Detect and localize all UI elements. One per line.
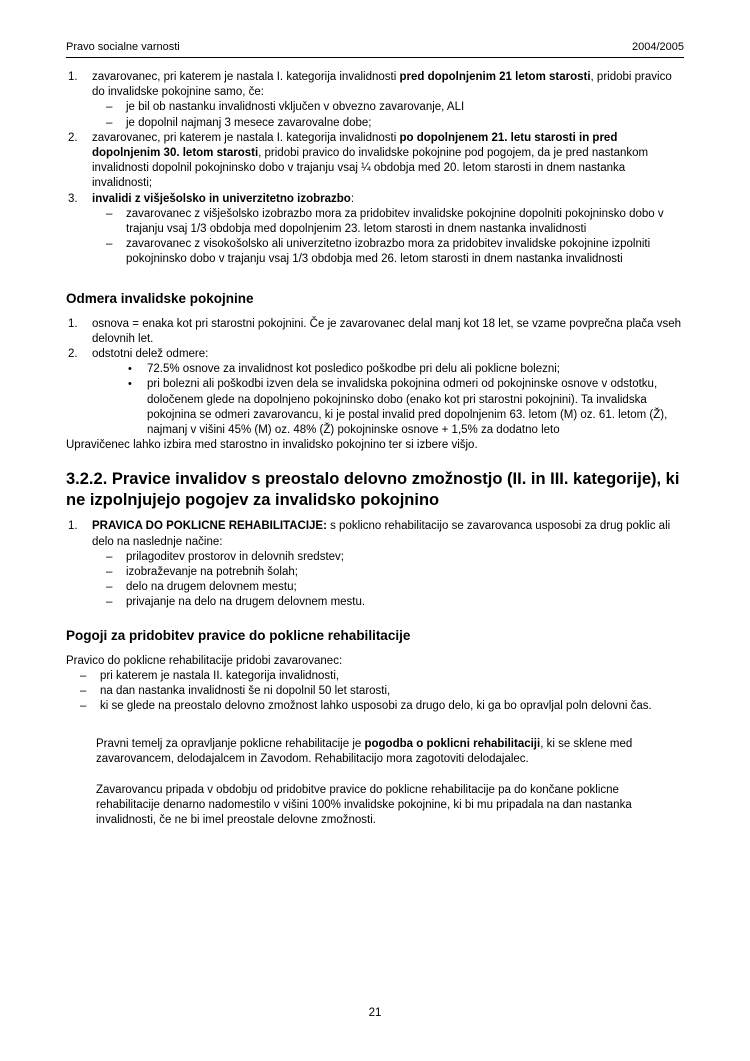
text-part: , pridobi pravico do invalidske pokojnine pod pogojem, da je pred nastankom invalidnosti dopolnil pokojninsko dobo v trajanju vsaj ¼ obdobja med 20. letom starosti in dnem nastanka invalidnosti; bbox=[92, 147, 649, 190]
text-part: zavarovanec, pri katerem je nastala I. kategorija invalidnosti bbox=[92, 131, 400, 144]
list-item-text: zavarovanec z višješolsko izobrazbo mora za pridobitev invalidske pokojnine dopolniti pokojninsko dobo v trajanju vsaj 1/3 obdobja med dopolnjenim 23. letom starosti in dnem nastanka invalidnosti bbox=[126, 207, 664, 236]
text-bold: po dopolnjenem 21. letu starosti in pred dopolnjenim 30. letom starosti bbox=[92, 131, 618, 160]
list-item bbox=[100, 565, 684, 580]
dash-marker: – bbox=[106, 596, 113, 609]
odmera-heading: Odmera invalidske pokojnine bbox=[66, 290, 254, 306]
list-item bbox=[66, 519, 684, 610]
list-item bbox=[66, 131, 684, 192]
dash-marker: – bbox=[106, 116, 113, 129]
list-marker: 1. bbox=[68, 71, 78, 83]
pogoji-intro: Pravico do poklicne rehabilitacije pridobi zavarovanec: bbox=[66, 654, 343, 667]
list-marker: 1. bbox=[68, 317, 78, 330]
list-marker: 2. bbox=[68, 348, 78, 361]
list-item-text: odstotni delež odmere: bbox=[92, 348, 209, 361]
text-part: , ki se sklene med zavarovancem, delodajalcem in Zavodom. Rehabilitacijo mora zagotoviti delodajalec. bbox=[96, 737, 633, 765]
list-item bbox=[66, 70, 684, 131]
list-item-text: je bil ob nastanku invalidnosti vključen v obvezno zavarovanje, ALI bbox=[126, 101, 465, 114]
list-item-text: pri bolezni ali poškodbi izven dela se invalidska pokojnina odmeri od pokojninske osnove v odstotku, določenem glede na dopolnjeno pokojninsko dobo (enako kot pri starostni pokojnini). Ta invalidska pokojnina se odmeri zavarovancu, ki je postal invalid pred dopolnjenim 63. letom (M) oz. 61. letom (Ž), najmanj v višini 45% (M) oz. 48% (Ž) pokojninske osnove + 1,5% za dodatno leto bbox=[147, 378, 668, 437]
list-item-text bbox=[92, 132, 648, 190]
text-bold: pred dopolnjenim 21 letom starosti bbox=[399, 71, 591, 83]
list-item bbox=[74, 684, 684, 699]
invalidity-categories-list bbox=[66, 70, 684, 268]
text-bold: invalidi z višješolsko in univerzitetno izobrazbo bbox=[92, 192, 351, 205]
spacer bbox=[66, 511, 684, 519]
list-item-text: na dan nastanka invalidnosti še ni dopolnil 50 let starosti, bbox=[100, 685, 391, 698]
spacer bbox=[66, 268, 684, 290]
page-header bbox=[66, 40, 684, 58]
list-item-text: je dopolnil najmanj 3 mesece zavarovalne dobe; bbox=[126, 116, 372, 129]
text-part: Pravni temelj za opravljanje poklicne rehabilitacije je bbox=[96, 737, 365, 750]
list-item bbox=[74, 669, 684, 684]
odmera-closing-paragraph: Upravičenec lahko izbira med starostno in invalidsko pokojnino ter si izbere višjo. bbox=[66, 439, 478, 452]
list-item bbox=[100, 237, 684, 267]
list-item-text: prilagoditev prostorov in delovnih sredstev; bbox=[126, 550, 344, 563]
list-item-text bbox=[92, 193, 354, 205]
list-item bbox=[100, 100, 684, 115]
text-bold: pogodba o poklicni rehabilitaciji bbox=[364, 737, 541, 750]
list-item-text bbox=[92, 71, 672, 98]
spacer bbox=[66, 611, 684, 627]
bullet-marker: • bbox=[128, 362, 132, 375]
odmera-list bbox=[66, 317, 684, 439]
pravni-temelj-paragraph bbox=[96, 737, 684, 767]
sub-list bbox=[100, 550, 684, 611]
list-item bbox=[100, 595, 684, 610]
sub-list bbox=[100, 207, 684, 268]
pogoji-list bbox=[74, 669, 684, 715]
list-marker: 1. bbox=[68, 520, 78, 533]
dash-marker: – bbox=[80, 685, 87, 698]
dash-marker: – bbox=[106, 238, 113, 251]
list-item bbox=[66, 317, 684, 347]
header-year: 2004/2005 bbox=[632, 41, 684, 53]
page-number: 21 bbox=[368, 1007, 382, 1019]
dash-marker: – bbox=[80, 700, 87, 713]
text-part: zavarovanec, pri katerem je nastala I. kategorija invalidnosti bbox=[92, 71, 400, 83]
list-marker: 3. bbox=[68, 192, 78, 205]
spacer bbox=[66, 58, 684, 70]
spacer bbox=[66, 644, 684, 654]
text-part: s poklicno rehabilitacijo se zavarovanca usposobi za drug poklic ali delo na naslednje načine: bbox=[92, 520, 671, 548]
spacer bbox=[66, 715, 684, 737]
dash-marker: – bbox=[106, 581, 113, 594]
text-bold: PRAVICA DO POKLICNE REHABILITACIJE: bbox=[92, 520, 327, 533]
sub-list bbox=[100, 100, 684, 130]
pogoji-heading: Pogoji za pridobitev pravice do poklicne rehabilitacije bbox=[66, 627, 411, 643]
list-item-text: zavarovanec z visokošolsko ali univerzitetno izobrazbo mora za pridobitev invalidske pokojnine izpolniti pokojninsko dobo v trajanju vsaj 1/3 obdobja med 26. letom starosti in dnem nastanka invalidnosti bbox=[126, 238, 651, 266]
list-item bbox=[100, 116, 684, 131]
section322-list bbox=[66, 519, 684, 610]
list-item-text: delo na drugem delovnem mestu; bbox=[126, 581, 297, 594]
list-item-text bbox=[92, 520, 670, 547]
header-title: Pravo socialne varnosti bbox=[66, 41, 180, 53]
list-item bbox=[100, 207, 684, 237]
dash-marker: – bbox=[106, 550, 113, 563]
spacer bbox=[66, 453, 684, 469]
section-heading-322: 3.2.2. Pravice invalidov s preostalo delovno zmožnostjo (II. in III. kategorije), ki ne izpolnjujejo pogojev za invalidsko pokojnino bbox=[66, 470, 680, 510]
list-item bbox=[100, 550, 684, 565]
list-item-text: 72.5% osnove za invalidnost kot posledico poškodbe pri delu ali poklicne bolezni; bbox=[147, 363, 560, 376]
dash-marker: – bbox=[106, 207, 113, 220]
list-item bbox=[125, 362, 684, 377]
dash-marker: – bbox=[80, 669, 87, 682]
page-content bbox=[66, 40, 684, 829]
denarno-nadomestilo-paragraph: Zavarovancu pripada v obdobju od pridobitve pravice do poklicne rehabilitacije pa do končane poklicne rehabilitacije denarno nadomestilo v višini 100% invalidske pokojnine, ki bi mu pripadala na dan nastanka invalidnosti, če ne bi imel preostale delovne zmožnosti. bbox=[96, 783, 632, 827]
text-part: , pridobi pravico do invalidske pokojnine samo, če: bbox=[92, 71, 672, 99]
list-item bbox=[66, 347, 684, 438]
list-item-text: ki se glede na preostalo delovno zmožnost lahko usposobi za drugo delo, ki ga bo opravljal poln delovni čas. bbox=[100, 700, 652, 713]
dash-marker: – bbox=[106, 101, 113, 114]
list-item bbox=[100, 580, 684, 595]
list-item-text: izobraževanje na potrebnih šolah; bbox=[126, 566, 298, 579]
list-item-text: osnova = enaka kot pri starostni pokojnini. Če je zavarovanec delal manj kot 18 let, se vzame povprečna plača vseh delovnih let. bbox=[92, 317, 682, 345]
spacer bbox=[66, 307, 684, 317]
list-item bbox=[74, 699, 684, 714]
list-item bbox=[125, 377, 684, 438]
list-marker: 2. bbox=[68, 131, 78, 144]
list-item-text: privajanje na delo na drugem delovnem mestu. bbox=[126, 596, 366, 609]
list-item bbox=[66, 192, 684, 268]
spacer bbox=[66, 767, 684, 783]
dash-marker: – bbox=[106, 566, 113, 579]
list-item-text: pri katerem je nastala II. kategorija invalidnosti, bbox=[100, 669, 340, 682]
sub-list bbox=[125, 362, 684, 438]
text-part: : bbox=[350, 192, 355, 205]
bullet-marker: • bbox=[128, 377, 132, 390]
